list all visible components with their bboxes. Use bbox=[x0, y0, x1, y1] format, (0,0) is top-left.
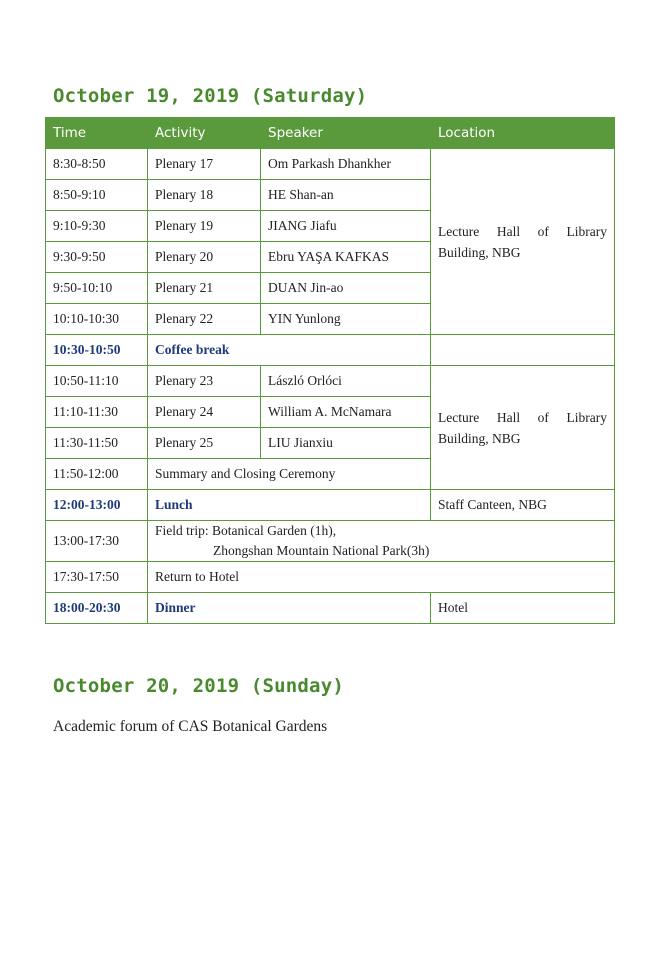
table-header-row bbox=[46, 118, 615, 149]
time-cell: 9:10-9:30 bbox=[46, 211, 148, 242]
speaker-cell: László Orlóci bbox=[261, 366, 431, 397]
table-row bbox=[46, 562, 615, 593]
column-header-activity: Activity bbox=[148, 118, 261, 149]
activity-cell: Plenary 24 bbox=[148, 397, 261, 428]
activity-cell: Plenary 19 bbox=[148, 211, 261, 242]
table-row-lunch bbox=[46, 490, 615, 521]
time-cell: 17:30-17:50 bbox=[46, 562, 148, 593]
location-cell bbox=[431, 335, 615, 366]
location-cell: Lecture Hall of Library Building, NBG bbox=[431, 149, 615, 335]
activity-cell: Return to Hotel bbox=[148, 562, 615, 593]
schedule-table bbox=[45, 117, 615, 624]
activity-cell bbox=[148, 521, 615, 562]
field-trip-line-1: Field trip: Botanical Garden (1h), bbox=[155, 523, 337, 538]
day2-description: Academic forum of CAS Botanical Gardens bbox=[53, 718, 328, 735]
activity-cell: Plenary 18 bbox=[148, 180, 261, 211]
activity-cell: Lunch bbox=[148, 490, 431, 521]
speaker-cell: JIANG Jiafu bbox=[261, 211, 431, 242]
time-cell: 11:30-11:50 bbox=[46, 428, 148, 459]
time-cell: 11:10-11:30 bbox=[46, 397, 148, 428]
table-row bbox=[46, 149, 615, 180]
day1-heading: October 19, 2019 (Saturday) bbox=[53, 85, 368, 107]
column-header-location: Location bbox=[431, 118, 615, 149]
day2-heading: October 20, 2019 (Sunday) bbox=[53, 675, 344, 697]
speaker-cell: Ebru YAŞA KAFKAS bbox=[261, 242, 431, 273]
field-trip-line-2: Zhongshan Mountain National Park(3h) bbox=[213, 543, 430, 558]
activity-cell: Summary and Closing Ceremony bbox=[148, 459, 431, 490]
column-header-speaker: Speaker bbox=[261, 118, 431, 149]
time-cell: 18:00-20:30 bbox=[46, 593, 148, 624]
time-cell: 12:00-13:00 bbox=[46, 490, 148, 521]
activity-cell: Plenary 23 bbox=[148, 366, 261, 397]
time-cell: 10:10-10:30 bbox=[46, 304, 148, 335]
time-cell: 10:30-10:50 bbox=[46, 335, 148, 366]
time-cell: 8:30-8:50 bbox=[46, 149, 148, 180]
location-cell: Lecture Hall of Library Building, NBG bbox=[431, 366, 615, 490]
activity-cell: Dinner bbox=[148, 593, 431, 624]
location-cell: Staff Canteen, NBG bbox=[431, 490, 615, 521]
table-row-field-trip bbox=[46, 521, 615, 562]
speaker-cell: YIN Yunlong bbox=[261, 304, 431, 335]
activity-cell: Plenary 22 bbox=[148, 304, 261, 335]
activity-cell: Plenary 25 bbox=[148, 428, 261, 459]
time-cell: 11:50-12:00 bbox=[46, 459, 148, 490]
location-cell: Hotel bbox=[431, 593, 615, 624]
speaker-cell: DUAN Jin-ao bbox=[261, 273, 431, 304]
activity-cell: Plenary 17 bbox=[148, 149, 261, 180]
speaker-cell: LIU Jianxiu bbox=[261, 428, 431, 459]
time-cell: 9:30-9:50 bbox=[46, 242, 148, 273]
table-row-coffee-break bbox=[46, 335, 615, 366]
time-cell: 9:50-10:10 bbox=[46, 273, 148, 304]
column-header-time: Time bbox=[46, 118, 148, 149]
speaker-cell: Om Parkash Dhankher bbox=[261, 149, 431, 180]
time-cell: 10:50-11:10 bbox=[46, 366, 148, 397]
speaker-cell: HE Shan-an bbox=[261, 180, 431, 211]
speaker-cell: William A. McNamara bbox=[261, 397, 431, 428]
table-row-dinner bbox=[46, 593, 615, 624]
table-row bbox=[46, 366, 615, 397]
activity-cell: Coffee break bbox=[148, 335, 431, 366]
activity-cell: Plenary 20 bbox=[148, 242, 261, 273]
time-cell: 8:50-9:10 bbox=[46, 180, 148, 211]
time-cell: 13:00-17:30 bbox=[46, 521, 148, 562]
activity-cell: Plenary 21 bbox=[148, 273, 261, 304]
